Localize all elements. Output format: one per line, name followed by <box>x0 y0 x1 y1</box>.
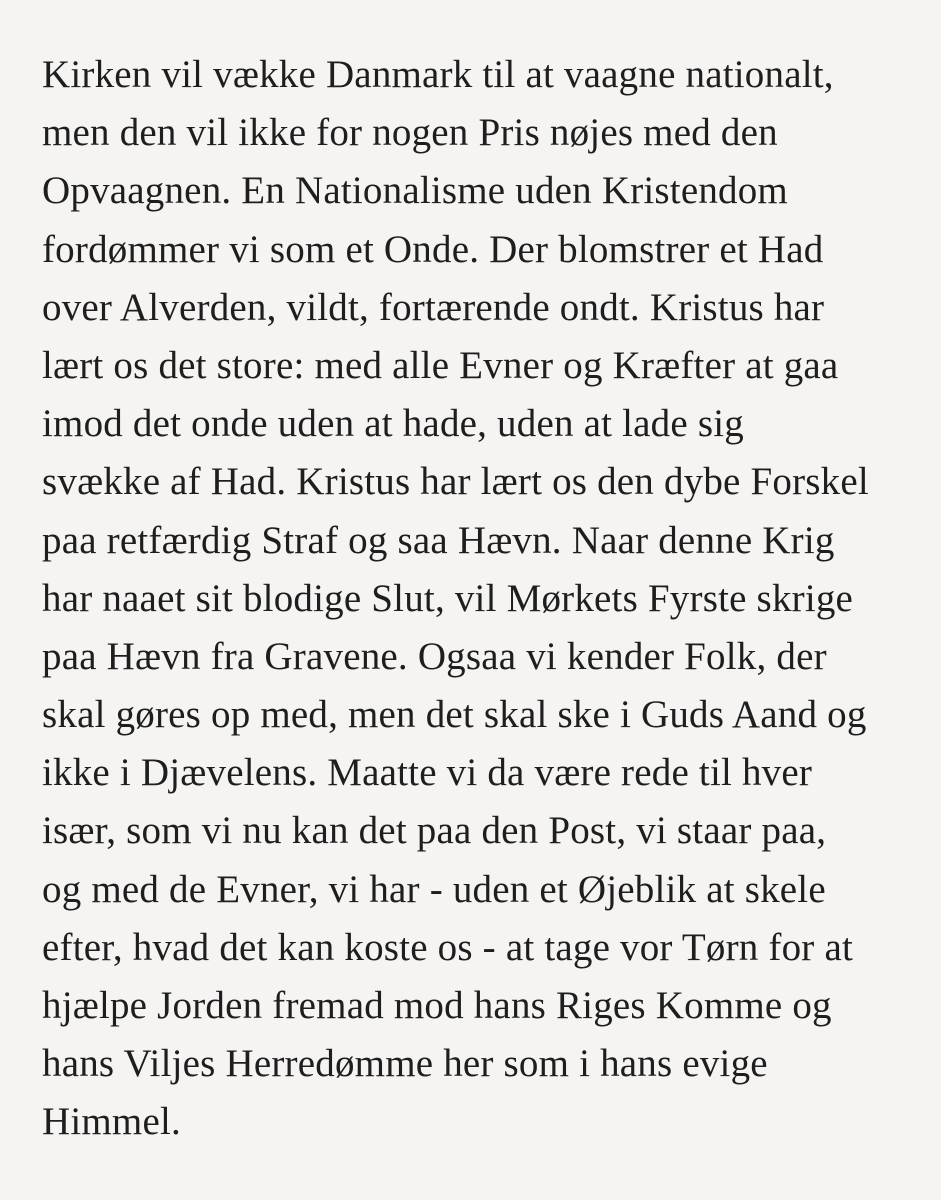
text-line: har naaet sit blodige Slut, vil Mørkets Fyrste skrige <box>42 576 854 620</box>
text-line: hjælpe Jorden fremad mod hans Riges Komme og <box>42 984 832 1027</box>
text-line: hans Viljes Herredømme her som i hans evige <box>42 1042 768 1086</box>
text-line: fordømmer vi som et Onde. Der blomstrer et Had <box>42 227 824 271</box>
text-line: paa retfærdig Straf og saa Hævn. Naar denne Krig <box>42 518 835 562</box>
text-line: Opvaagnen. En Nationalisme uden Kristendom <box>42 169 788 213</box>
text-line: ikke i Djævelens. Maatte vi da være rede til hver <box>42 751 813 795</box>
text-line: lært os det store: med alle Evner og Kræfter at gaa <box>42 343 839 387</box>
text-line: og med de Evner, vi har - uden et Øjeblik at skele <box>42 867 826 911</box>
text-line: Himmel. <box>42 1100 181 1144</box>
text-line: især, som vi nu kan det paa den Post, vi staar paa, <box>42 809 827 853</box>
text-line: skal gøres op med, men det skal ske i Guds Aand og <box>42 693 867 737</box>
text-line: efter, hvad det kan koste os - at tage vor Tørn for at <box>42 925 853 969</box>
text-line: paa Hævn fra Gravene. Ogsaa vi kender Folk, der <box>42 634 827 678</box>
text-line: over Alverden, vildt, fortærende ondt. Kristus har <box>42 285 825 329</box>
text-line: svække af Had. Kristus har lært os den dybe Forskel <box>42 460 869 504</box>
text-line: imod det onde uden at hade, uden at lade sig <box>42 402 744 446</box>
body-paragraph <box>42 46 922 1152</box>
text-line: men den vil ikke for nogen Pris nøjes med den <box>42 111 778 155</box>
text-line: Kirken vil vække Danmark til at vaagne nationalt, <box>42 53 834 96</box>
